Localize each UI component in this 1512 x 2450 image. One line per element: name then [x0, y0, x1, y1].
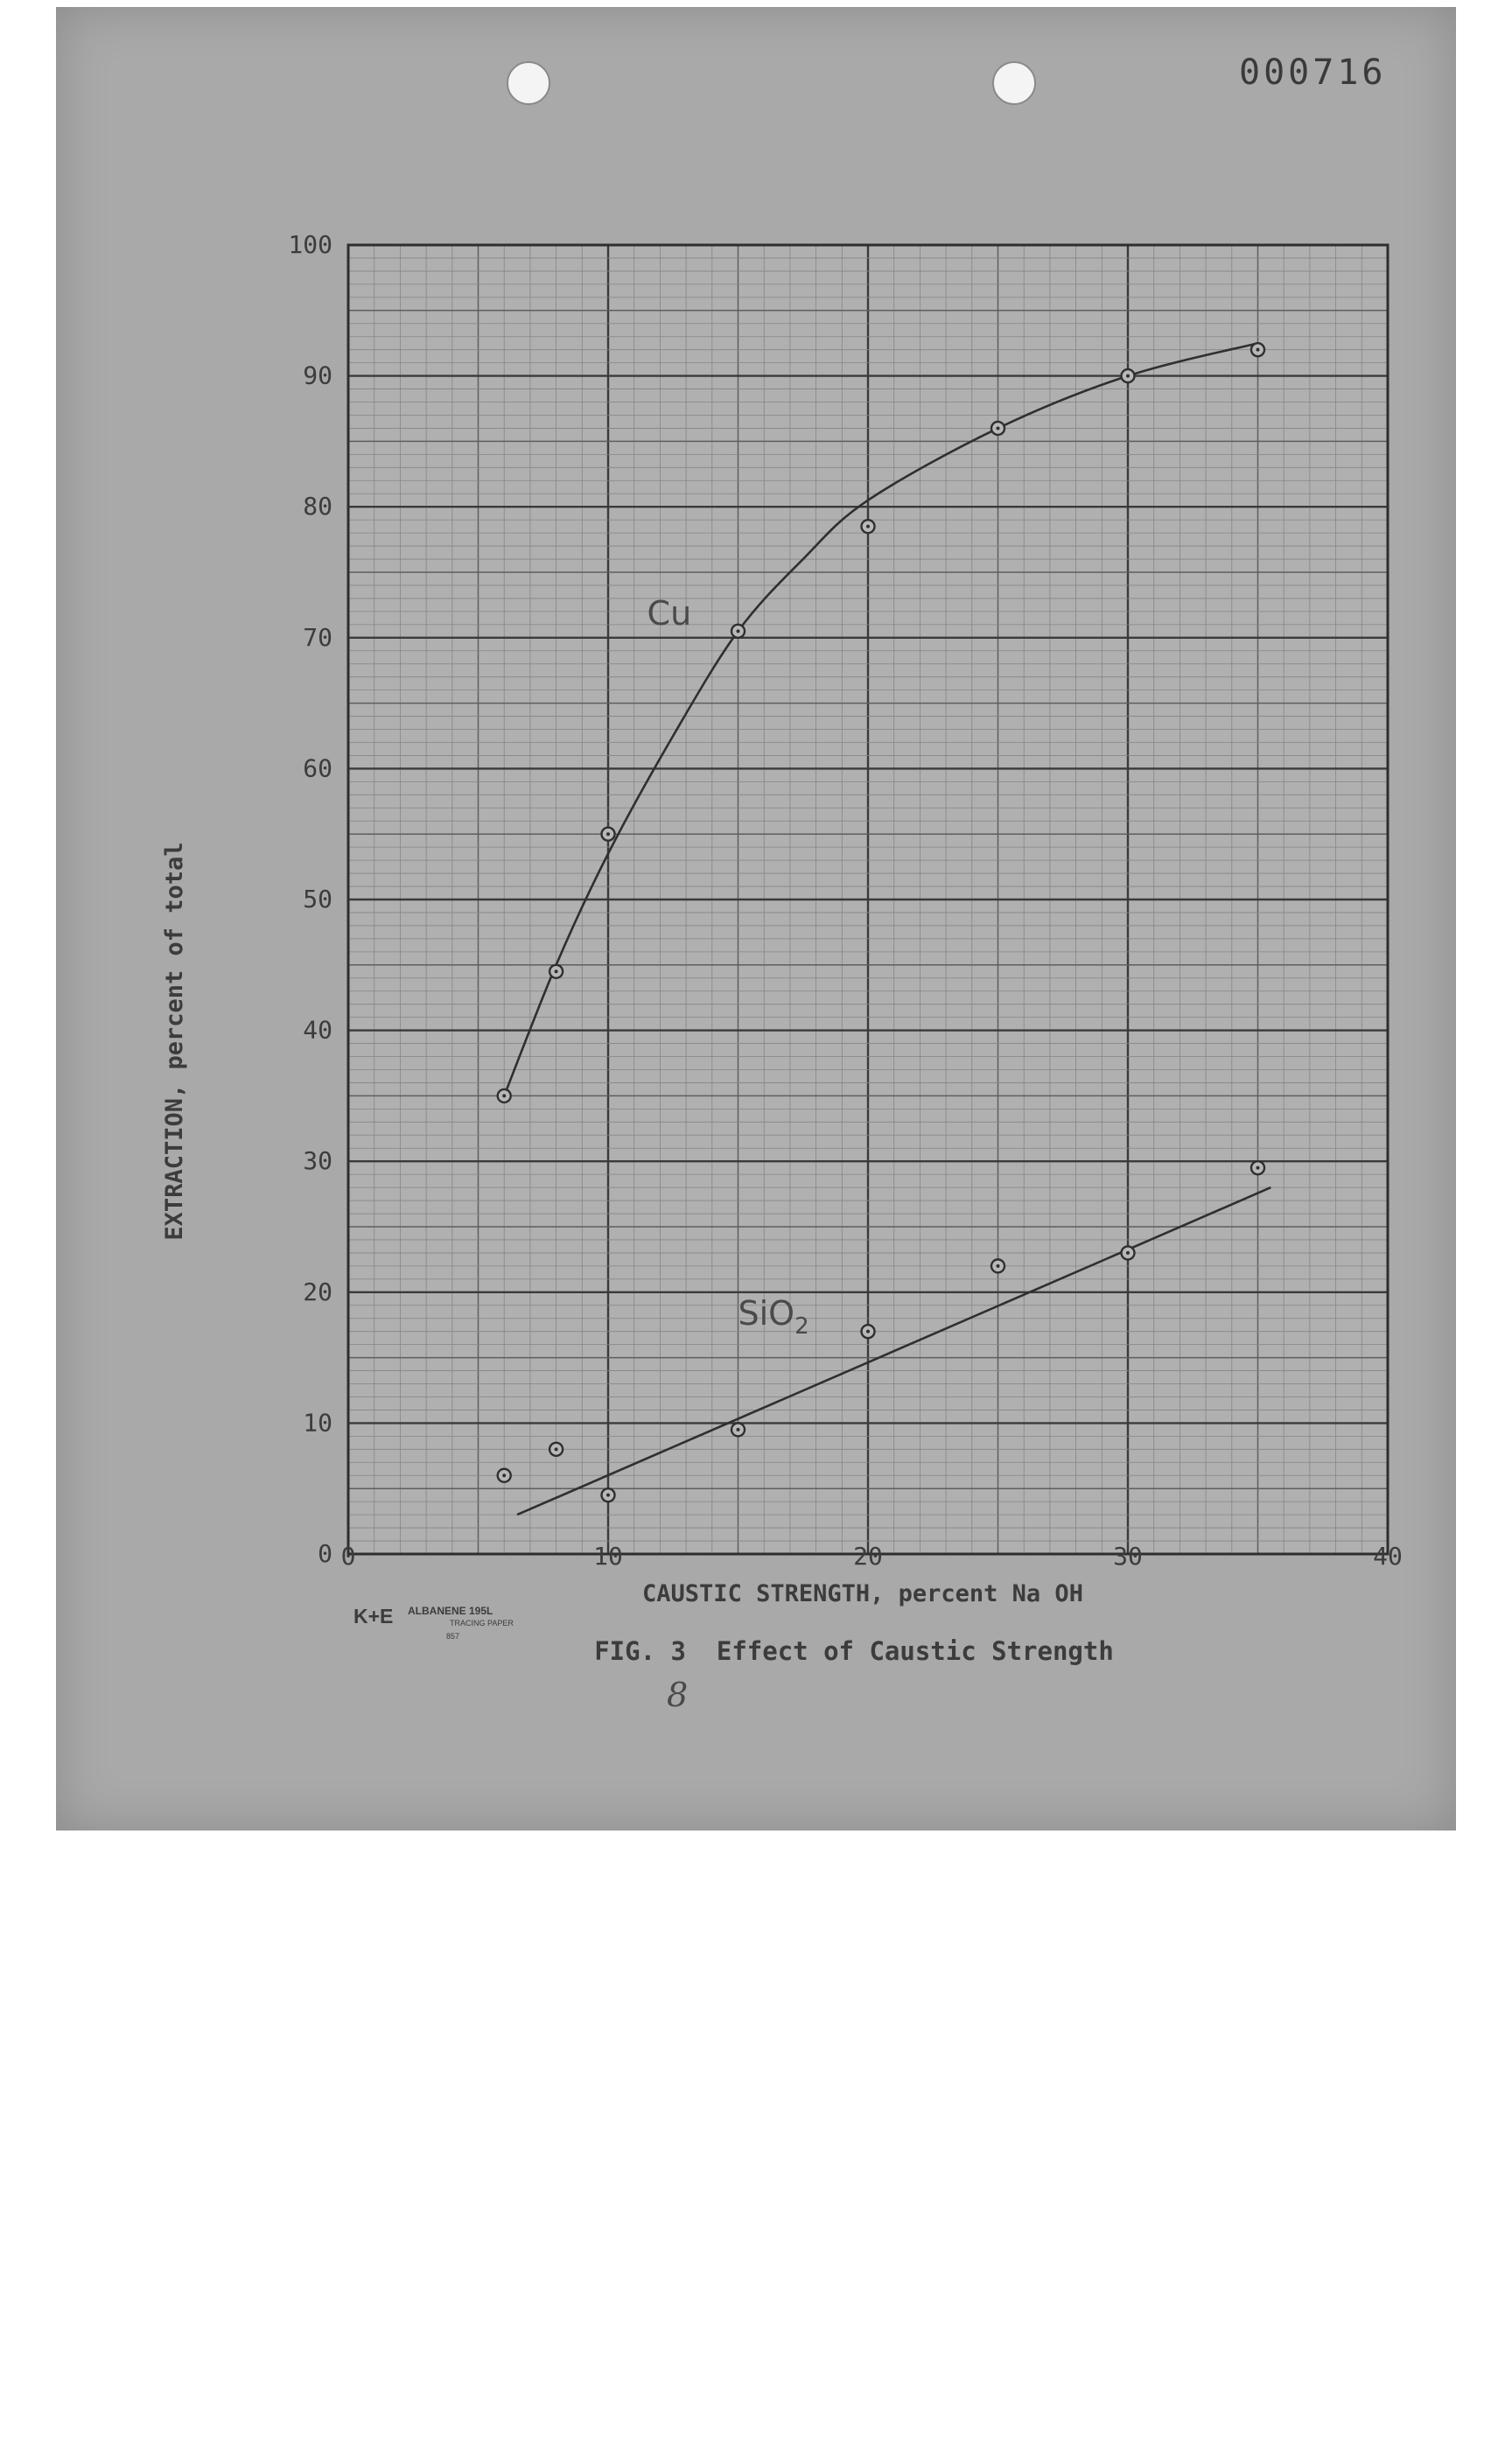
paper-brand-name: ALBANENE 195L: [408, 1605, 494, 1617]
paper-brand-code: 857: [446, 1632, 460, 1641]
y-tick-label: 30: [303, 1146, 332, 1176]
y-tick-label: 80: [303, 492, 332, 522]
chart-grid: [348, 245, 1388, 1554]
data-point-center-sio2: [737, 1428, 740, 1432]
data-point-center-sio2: [606, 1494, 610, 1497]
data-point-center-sio2: [997, 1264, 1000, 1268]
y-axis-title: EXTRACTION, percent of total: [161, 842, 188, 1241]
data-point-center-cu: [997, 426, 1000, 430]
chart-title: FIG. 3 Effect of Caustic Strength: [594, 1636, 1114, 1666]
data-point-center-cu: [737, 629, 740, 633]
y-tick-label: 60: [303, 753, 332, 783]
series-label-cu: Cu: [647, 593, 692, 633]
y-tick-label: 100: [288, 230, 332, 259]
data-point-center-sio2: [1126, 1251, 1130, 1255]
x-tick-label: 10: [593, 1542, 623, 1571]
y-tick-label: 20: [303, 1277, 332, 1306]
data-point-center-cu: [606, 832, 610, 836]
y-tick-label: 10: [303, 1408, 332, 1438]
data-point-center-sio2: [555, 1447, 558, 1451]
data-point-center-cu: [1256, 348, 1260, 352]
x-tick-label: 0: [340, 1542, 356, 1571]
x-axis-title: CAUSTIC STRENGTH, percent Na OH: [642, 1580, 1083, 1607]
y-tick-label: 70: [303, 622, 332, 652]
data-point-center-sio2: [502, 1474, 506, 1477]
data-point-center-cu: [502, 1094, 506, 1097]
x-tick-label: 30: [1113, 1542, 1143, 1571]
data-point-center-sio2: [1256, 1166, 1260, 1170]
data-point-center-sio2: [866, 1330, 870, 1334]
data-point-center-cu: [555, 970, 558, 973]
series-label-sio: SiO$_2$: [738, 1294, 809, 1340]
handwritten-page-number: 8: [667, 1676, 689, 1714]
x-tick-label: 20: [853, 1542, 883, 1571]
y-tick-label: 0: [318, 1539, 332, 1568]
y-tick-label: 40: [303, 1015, 332, 1045]
y-tick-label: 90: [303, 360, 332, 390]
paper-brand-logo: K+E: [354, 1605, 394, 1628]
data-point-center-cu: [1126, 374, 1130, 378]
data-point-center-cu: [866, 525, 870, 528]
series-label-subscript: 2: [794, 1313, 809, 1340]
document-number: 000716: [1239, 52, 1387, 93]
paper-brand-type: TRACING PAPER: [450, 1619, 514, 1628]
x-tick-label: 40: [1373, 1542, 1403, 1571]
y-tick-label: 50: [303, 885, 332, 914]
